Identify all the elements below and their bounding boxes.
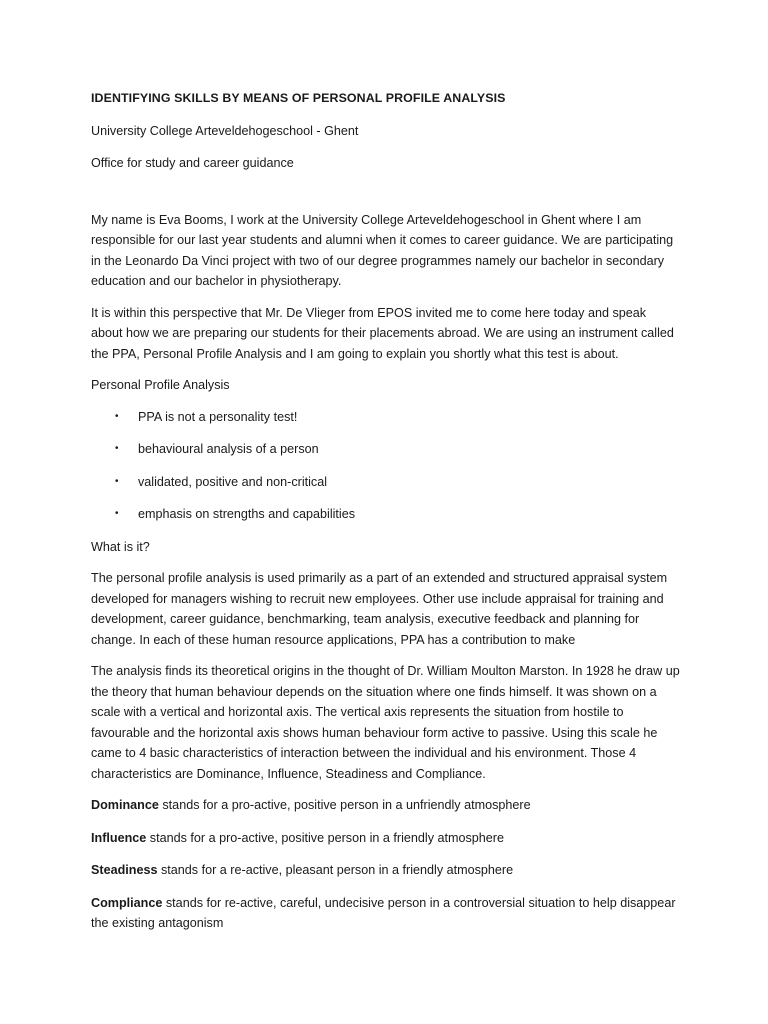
document-page — [91, 88, 681, 946]
bullet-icon: • — [115, 508, 119, 519]
definition-influence — [91, 828, 681, 849]
bullet-list — [91, 407, 681, 525]
definition-term: Compliance — [91, 895, 163, 910]
bullet-icon: • — [115, 475, 119, 487]
definition-dominance — [91, 795, 681, 816]
document-title: IDENTIFYING SKILLS BY MEANS OF PERSONAL PROFILE ANALYSIS — [91, 91, 506, 105]
definition-text: stands for re-active, careful, undecisive person in a controversial situation to help disappear the existing antagonism — [91, 895, 676, 930]
what-heading: What is it? — [91, 539, 150, 554]
body-paragraph: The analysis finds its theoretical origins in the thought of Dr. William Moulton Marston. In 1928 he draw up the theory that human behaviour depends on the situation where one finds himself. It was shown on a scale with a vertical and horizontal axis. The vertical axis represents the situation from hostile to favourable and the horizontal axis shows human behaviour form active to passive. Using this scale he came to 4 basic characteristics of interaction between the individual and his environment. Those 4 characteristics are Dominance, Influence, Steadiness and Compliance. — [91, 664, 680, 781]
list-item — [91, 439, 681, 460]
list-item — [91, 504, 681, 525]
institution-line: University College Arteveldehogeschool - Ghent — [91, 123, 359, 138]
office-line: Office for study and career guidance — [91, 156, 294, 170]
definition-text: stands for a pro-active, positive person in a unfriendly atmosphere — [158, 798, 531, 812]
body-paragraph: The personal profile analysis is used primarily as a part of an extended and structured appraisal system developed for managers wishing to recruit new employees. Other use include appraisal for training and development, career guidance, benchmarking, team analysis, executive feedback and planning for change. In each of these human resource applications, PPA has a contribution to make — [91, 571, 668, 647]
list-item — [91, 472, 681, 493]
list-item-text: PPA is not a personality test! — [138, 409, 298, 424]
list-item — [91, 407, 681, 428]
definition-text: stands for a re-active, pleasant person in a friendly atmosphere — [157, 863, 514, 877]
list-item-text: emphasis on strengths and capabilities — [138, 507, 356, 521]
list-item-text: validated, positive and non-critical — [138, 474, 328, 489]
intro-paragraph: It is within this perspective that Mr. De Vlieger from EPOS invited me to come here today and speak about how we are preparing our students for their placements abroad. We are using an instrument called the PPA, Personal Profile Analysis and I am going to explain you shortly what this test is about. — [91, 305, 674, 361]
definition-steadiness — [91, 860, 681, 881]
list-item-text: behavioural analysis of a person — [138, 442, 319, 456]
definition-term: Influence — [91, 830, 147, 845]
section-heading: Personal Profile Analysis — [91, 378, 230, 392]
section-spacer — [91, 186, 681, 210]
definition-compliance — [91, 893, 681, 934]
bullet-icon: • — [115, 410, 119, 422]
definition-term: Dominance — [91, 798, 159, 812]
definition-text: stands for a pro-active, positive person in a friendly atmosphere — [146, 830, 505, 845]
bullet-icon: • — [115, 443, 119, 454]
intro-paragraph: My name is Eva Booms, I work at the University College Arteveldehogeschool in Ghent where I am responsible for our last year students and alumni when it comes to career guidance. We are participating in the Leonardo Da Vinci project with two of our degree programmes namely our bachelor in secondary education and our bachelor in physiotherapy. — [91, 212, 674, 288]
definition-term: Steadiness — [91, 863, 158, 877]
